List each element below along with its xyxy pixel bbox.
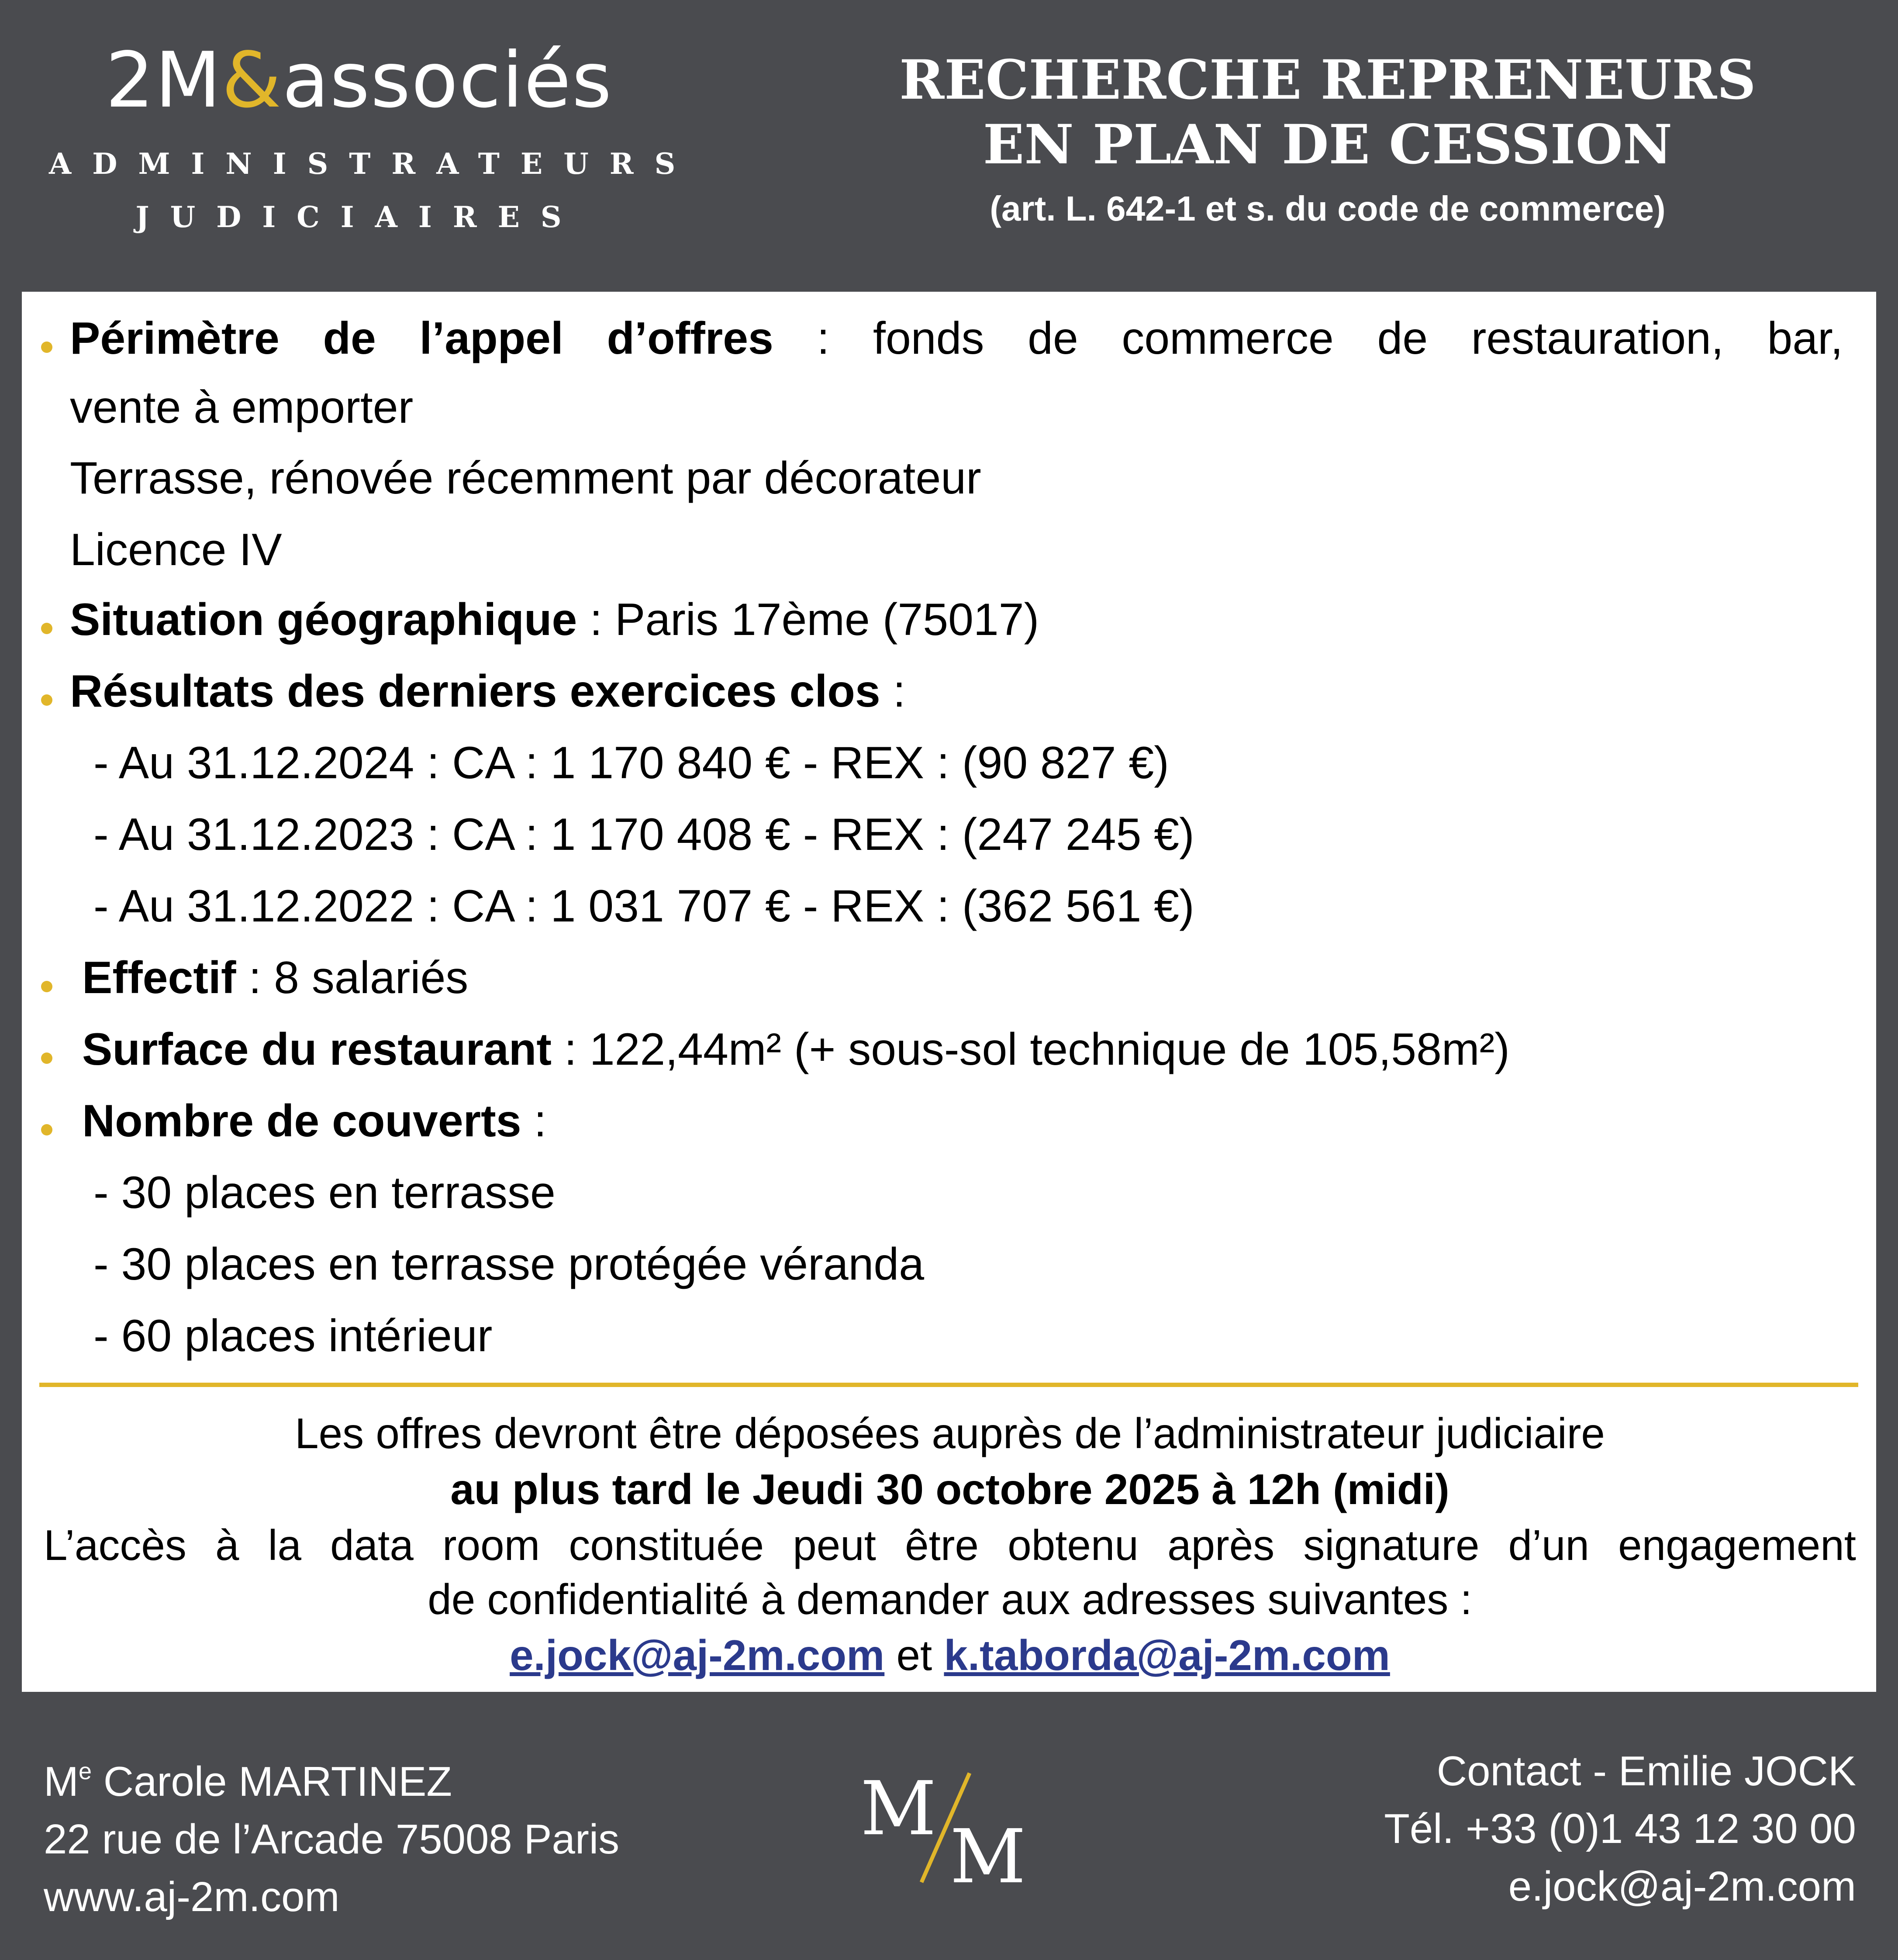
name-text: Carole MARTINEZ: [103, 1758, 452, 1805]
perimetre-terrasse: Terrasse, rénovée récemment par décorateur: [70, 453, 981, 504]
contact-name: Contact - Emilie JOCK: [1436, 1748, 1856, 1794]
resultat-2023: - Au 31.12.2023 : CA : 1 170 408 € - REX : (247 245 €): [93, 809, 1194, 860]
gold-divider: [39, 1383, 1858, 1387]
email-link-jock[interactable]: e.jock@aj-2m.com: [510, 1631, 885, 1679]
email-connector: et: [896, 1631, 932, 1679]
logo-prefix: 2M: [105, 36, 222, 125]
resultat-2022: - Au 31.12.2022 : CA : 1 031 707 € - REX : (362 561 €): [93, 881, 1194, 932]
firm-logo: [49, 36, 697, 239]
effectif-value: : 8 salariés: [248, 952, 469, 1003]
notice-text: Les offres devront être déposées auprès de l’administrateur judiciaire: [295, 1409, 1605, 1457]
administrator-name: [44, 1743, 619, 1811]
bullet-icon: [41, 342, 52, 353]
effectif-line: [82, 945, 468, 1011]
notice-dataroom: L’accès à la data room constituée peut être obtenu après signature d’un engagement: [44, 1521, 1856, 1569]
title-line-1: RECHERCHE REPRENEURS: [899, 48, 1756, 112]
logo-ampersand: &: [221, 36, 283, 125]
surface-line: [82, 1017, 1510, 1082]
name-superscript: e: [78, 1758, 92, 1784]
surface-label: Surface du restaurant: [82, 1024, 552, 1075]
contact-phone[interactable]: Tél. +33 (0)1 43 12 30 00: [1384, 1805, 1856, 1852]
perimetre-line: [70, 306, 1843, 371]
title-line-2: EN PLAN DE CESSION: [983, 113, 1673, 176]
logo-wordmark: [49, 37, 669, 124]
contact-email[interactable]: e.jock@aj-2m.com: [1508, 1863, 1856, 1910]
logo-suffix: associés: [282, 36, 613, 125]
couverts-value: :: [534, 1096, 547, 1146]
resultat-2024: - Au 31.12.2024 : CA : 1 170 840 € - REX : (90 827 €): [93, 738, 1169, 788]
bullet-icon: [41, 1124, 52, 1135]
couverts-terrasse: - 30 places en terrasse: [93, 1167, 556, 1218]
couverts-line: [82, 1088, 546, 1154]
firm-address: [44, 1743, 619, 1926]
title-legal-reference: (art. L. 642-1 et s. du code de commerce): [990, 189, 1666, 228]
monogram-left: M: [860, 1766, 937, 1852]
logo-subtitle-1: ADMINISTRATEURS: [49, 147, 697, 181]
bullet-icon: [41, 623, 52, 634]
logo-subtitle-2: JUDICIAIRES: [135, 200, 583, 234]
website-link[interactable]: www.aj-2m.com: [44, 1874, 340, 1920]
resultats-value: :: [893, 666, 906, 717]
street-address: 22 rue de l’Arcade 75008 Paris: [44, 1816, 620, 1863]
perimetre-label: Périmètre de l’appel d’offres: [70, 313, 773, 364]
mm-monogram-icon: [856, 1760, 1039, 1891]
situation-label: Situation géographique: [70, 594, 577, 645]
details-panel: [22, 292, 1876, 1692]
bullet-icon: [41, 694, 52, 706]
perimetre-value: : fonds de commerce de restauration, bar,: [817, 313, 1843, 364]
situation-value: : Paris 17ème (75017): [590, 594, 1039, 645]
surface-value: : 122,44m² (+ sous-sol technique de 105,58m²): [564, 1024, 1510, 1075]
effectif-label: Effectif: [82, 952, 236, 1003]
resultats-line: [70, 659, 906, 724]
couverts-veranda: - 30 places en terrasse protégée véranda: [93, 1239, 925, 1290]
notice-confidentiality: de confidentialité à demander aux adresses suivantes :: [428, 1575, 1472, 1623]
resultats-label: Résultats des derniers exercices clos: [70, 666, 880, 717]
perimetre-licence: Licence IV: [70, 525, 282, 575]
situation-line: [70, 587, 1039, 652]
couverts-label: Nombre de couverts: [82, 1096, 521, 1146]
name-prefix: M: [44, 1758, 79, 1805]
couverts-interieur: - 60 places intérieur: [93, 1311, 493, 1361]
notice-deadline: au plus tard le Jeudi 30 octobre 2025 à 12h (midi): [450, 1465, 1449, 1513]
bullet-icon: [41, 981, 52, 992]
bullet-icon: [41, 1052, 52, 1064]
monogram-right: M: [950, 1814, 1026, 1891]
contact-block: [1384, 1743, 1856, 1915]
perimetre-value-continued: vente à emporter: [70, 382, 414, 433]
notice-emails: [44, 1627, 1856, 1683]
email-link-taborda[interactable]: k.taborda@aj-2m.com: [944, 1631, 1390, 1679]
announcement-title: [865, 48, 1791, 235]
